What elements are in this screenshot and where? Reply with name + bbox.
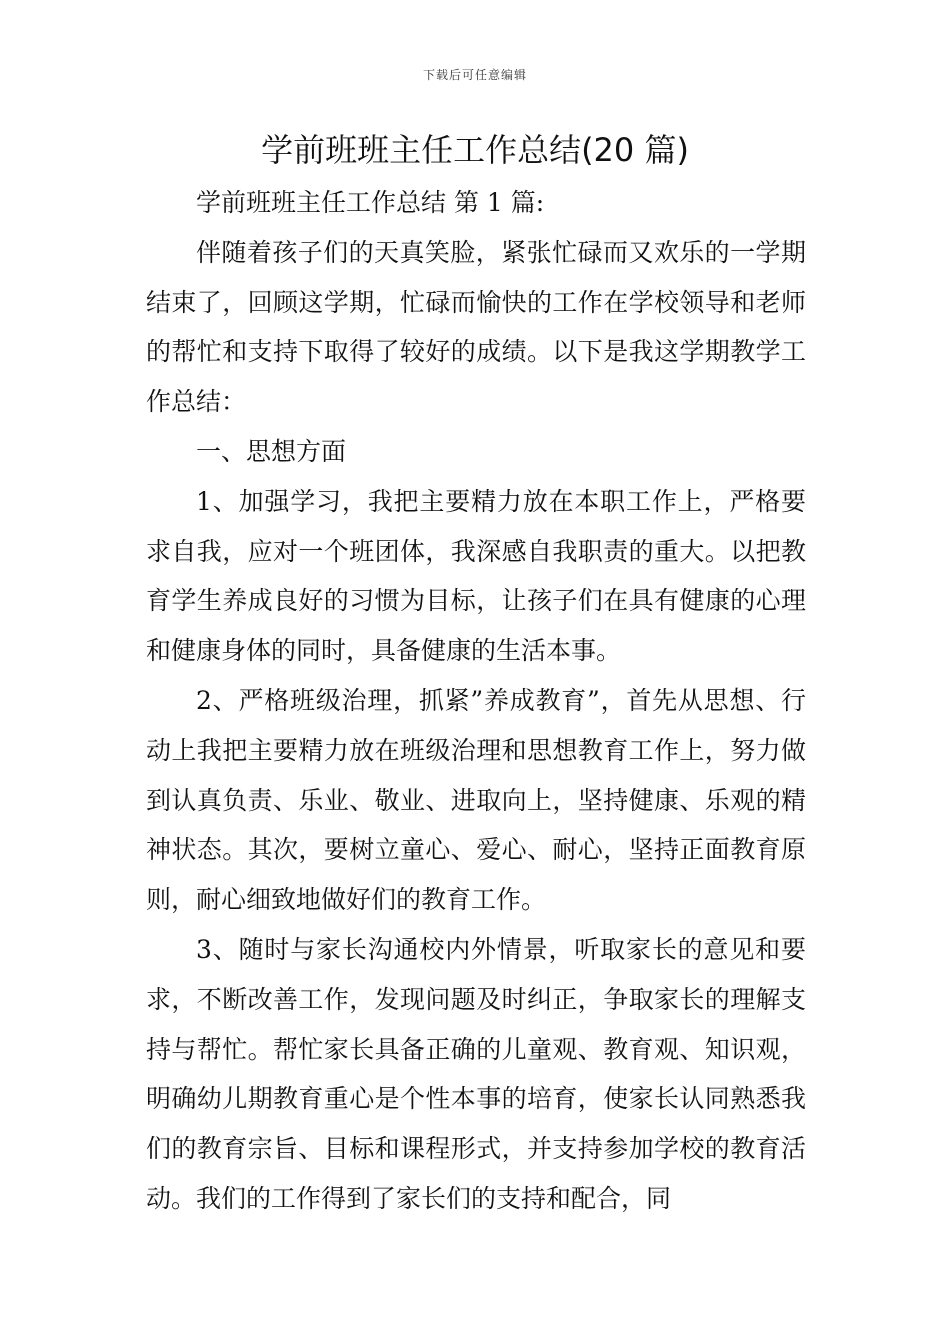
document-body [146,178,806,1224]
paragraph: 1、加强学习，我把主要精力放在本职工作上，严格要求自我，应对一个班团体，我深感自我职责的重大。以把教育学生养成良好的习惯为目标，让孩子们在具有健康的心理和健康身体的同时，具备健康的生活本事。 [146,486,806,666]
paragraph: 2、严格班级治理，抓紧”养成教育”，首先从思想、行动上我把主要精力放在班级治理和思想教育工作上，努力做到认真负责、乐业、敬业、进取向上，坚持健康、乐观的精神状态。其次，要树立童心、爱心、耐心，坚持正面教育原则，耐心细致地做好们的教育工作。 [146,685,806,915]
paragraph: 3、随时与家长沟通校内外情景，听取家长的意见和要求，不断改善工作，发现问题及时纠正，争取家长的理解支持与帮忙。帮忙家长具备正确的儿童观、教育观、知识观，明确幼儿期教育重心是个性本事的培育，使家长认同熟悉我们的教育宗旨、目标和课程形式，并支持参加学校的教育活动。我们的工作得到了家长们的支持和配合，同 [146,934,806,1213]
section-heading: 一、思想方面 [196,436,347,466]
document-title: 学前班班主任工作总结(20 篇) [261,131,689,169]
paragraph: 伴随着孩子们的天真笑脸，紧张忙碌而又欢乐的一学期结束了，回顾这学期，忙碌而愉快的工作在学校领导和老师的帮忙和支持下取得了较好的成绩。以下是我这学期教学工作总结： [146,237,806,417]
header-note: 下载后可任意编辑 [422,68,527,82]
section-heading: 学前班班主任工作总结 第 1 篇: [196,188,545,217]
